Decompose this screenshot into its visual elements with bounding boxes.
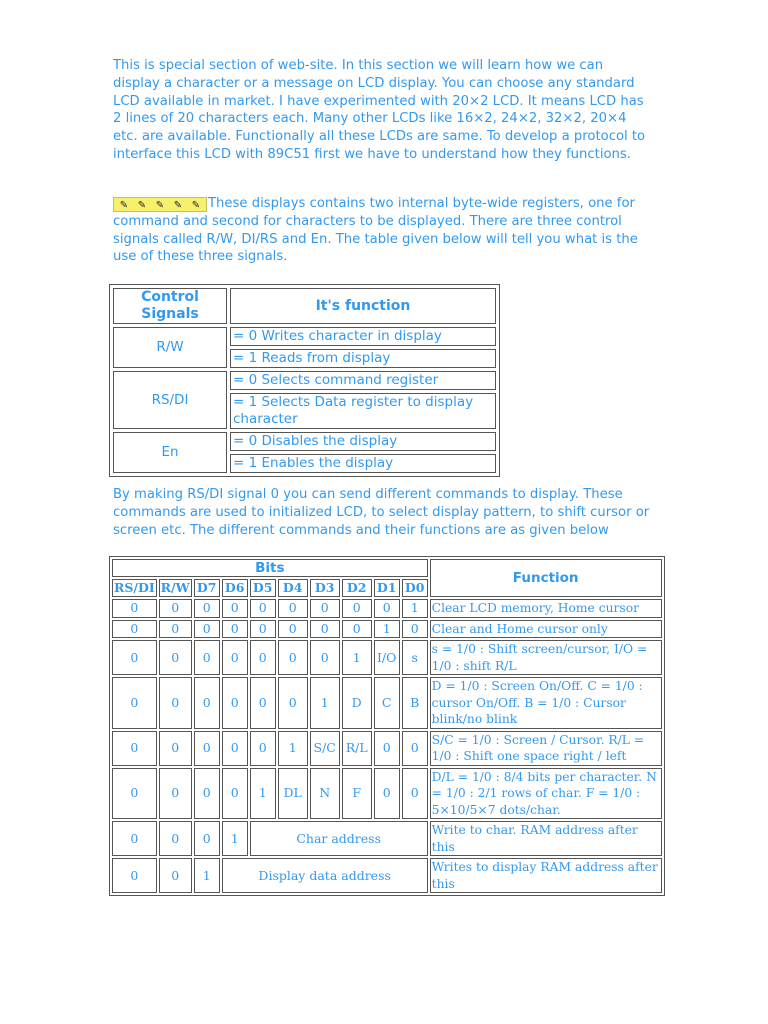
bit-cell: 0 xyxy=(112,731,157,766)
bit-cell: 0 xyxy=(159,768,192,820)
bit-cell: 0 xyxy=(278,640,308,675)
bit-cell: 0 xyxy=(194,677,220,729)
bit-cell: 0 xyxy=(222,599,248,618)
bit-cell: 0 xyxy=(250,640,276,675)
table-row xyxy=(112,768,662,820)
function-cell: Write to char. RAM address after this xyxy=(430,821,662,856)
bit-column-header: RS/DI xyxy=(114,580,155,595)
bit-cell: 1 xyxy=(222,821,248,856)
bit-column-header: D4 xyxy=(278,579,308,597)
function-header: Function xyxy=(430,559,662,597)
bit-cell: 0 xyxy=(342,599,372,618)
bit-cell: 0 xyxy=(194,640,220,675)
bit-cell: 0 xyxy=(159,858,192,893)
function-cell: D = 1/0 : Screen On/Off. C = 1/0 : cursor On/Off. B = 1/0 : Cursor blink/no blink xyxy=(430,677,662,729)
bit-cell: 0 xyxy=(310,599,340,618)
function-cell: Clear and Home cursor only xyxy=(430,620,662,639)
function-cell: Clear LCD memory, Home cursor xyxy=(430,599,662,618)
bit-cell: 0 xyxy=(159,677,192,729)
bit-cell: 0 xyxy=(402,768,428,820)
function-cell: S/C = 1/0 : Screen / Cursor. R/L = 1/0 : Shift one space right / left xyxy=(430,731,662,766)
table-row xyxy=(112,677,662,729)
bit-cell: 1 xyxy=(374,620,400,639)
bit-cell: 1 xyxy=(342,640,372,675)
signal-function: = 1 Selects Data register to display character xyxy=(230,393,496,429)
bit-cell: 0 xyxy=(222,677,248,729)
bit-cell: 1 xyxy=(194,858,220,893)
table-row xyxy=(112,821,662,856)
bit-cell: 0 xyxy=(222,640,248,675)
bit-cell: I/O xyxy=(374,640,400,675)
bit-cell: 1 xyxy=(250,768,276,820)
bit-cell: 0 xyxy=(374,731,400,766)
table-header-row xyxy=(112,559,662,577)
bit-cell: C xyxy=(374,677,400,729)
bit-cell: 0 xyxy=(159,640,192,675)
bit-cell: 0 xyxy=(159,731,192,766)
bit-cell: 0 xyxy=(278,620,308,639)
bit-cell: 0 xyxy=(222,768,248,820)
bit-cell: 0 xyxy=(222,620,248,639)
signal-name: En xyxy=(113,432,227,473)
table-row xyxy=(113,371,496,390)
bit-cell: B xyxy=(402,677,428,729)
bit-cell: 0 xyxy=(112,768,157,820)
bit-cell: D xyxy=(342,677,372,729)
intro-paragraph: This is special section of web-site. In this section we will learn how we can display a character or a message on LCD display. You can choose any standard LCD available in market. I have experimented with 20×2 LCD. It means LCD has 2 lines of 20 characters each. Many other LCDs like 16×2, 24×2, 32×2, 20×4 etc. are available. Functionally all these LCDs are same. To develop a protocol to interface this LCD with 89C51 first we have to understand how they functions. xyxy=(113,58,646,162)
bit-cell: 0 xyxy=(278,599,308,618)
bit-cell: 0 xyxy=(112,821,157,856)
bit-cell: 0 xyxy=(112,620,157,639)
bit-cell: DL xyxy=(278,768,308,820)
bit-cell: 0 xyxy=(159,821,192,856)
table-row xyxy=(113,432,496,451)
bit-cell: 0 xyxy=(112,677,157,729)
commands-paragraph: By making RS/DI signal 0 you can send different commands to display. These commands are used to initialized LCD, to select display pattern, to shift cursor or screen etc. The different commands and their functions are as given below xyxy=(113,487,650,538)
bit-cell: 0 xyxy=(374,599,400,618)
bit-cell: 0 xyxy=(112,640,157,675)
control-signals-table xyxy=(109,284,500,477)
bit-cell: 0 xyxy=(402,620,428,639)
bit-cell: N xyxy=(310,768,340,820)
bit-cell: 0 xyxy=(342,620,372,639)
table-row xyxy=(112,858,662,893)
bit-cell: 1 xyxy=(278,731,308,766)
table-row xyxy=(112,599,662,618)
bit-cell: 0 xyxy=(194,620,220,639)
bit-cell: S/C xyxy=(310,731,340,766)
function-cell: s = 1/0 : Shift screen/cursor, I/O = 1/0 : shift R/L xyxy=(430,640,662,675)
bit-column-header: D7 xyxy=(194,579,220,597)
bit-cell: 1 xyxy=(310,677,340,729)
signal-function: = 1 Enables the display xyxy=(230,454,496,473)
table-row xyxy=(112,640,662,675)
bit-cell: R/L xyxy=(342,731,372,766)
bit-column-header: D6 xyxy=(222,579,248,597)
bit-cell: 0 xyxy=(310,640,340,675)
function-header: It's function xyxy=(230,288,496,324)
signal-function: = 0 Writes character in display xyxy=(230,327,496,346)
bit-cell: 0 xyxy=(374,768,400,820)
bit-cell: 0 xyxy=(112,858,157,893)
signal-function: = 0 Disables the display xyxy=(230,432,496,451)
bit-cell: s xyxy=(402,640,428,675)
bit-cell: 0 xyxy=(194,768,220,820)
table-header-row xyxy=(113,288,496,324)
bit-cell: 0 xyxy=(278,677,308,729)
function-cell: Writes to display RAM address after this xyxy=(430,858,662,893)
address-span-cell: Char address xyxy=(250,821,428,856)
signal-function: = 0 Selects command register xyxy=(230,371,496,390)
bit-cell: 0 xyxy=(194,821,220,856)
bit-column-header: D0 xyxy=(402,579,428,597)
bit-cell: 1 xyxy=(402,599,428,618)
table-row xyxy=(112,731,662,766)
bit-cell: 0 xyxy=(159,599,192,618)
bit-cell: F xyxy=(342,768,372,820)
bit-cell: 0 xyxy=(159,620,192,639)
bit-cell: 0 xyxy=(222,731,248,766)
bit-cell: 0 xyxy=(250,677,276,729)
bit-column-header: D5 xyxy=(250,579,276,597)
bit-cell: 0 xyxy=(194,599,220,618)
address-span-cell: Display data address xyxy=(222,858,428,893)
bit-column-header: D2 xyxy=(342,579,372,597)
bit-cell: 0 xyxy=(194,731,220,766)
signal-name: R/W xyxy=(113,327,227,368)
table-row xyxy=(112,620,662,639)
bit-column-header: R/W xyxy=(160,580,190,595)
signal-name: RS/DI xyxy=(113,371,227,429)
bit-cell: 0 xyxy=(250,620,276,639)
pencil-bullet-icon: ✎ ✎ ✎ ✎ ✎ xyxy=(113,197,207,212)
bit-cell: 0 xyxy=(310,620,340,639)
function-cell: D/L = 1/0 : 8/4 bits per character. N = 1/0 : 2/1 rows of char. F = 1/0 : 5×10/5×7 dots/char. xyxy=(430,768,662,820)
bit-cell: 0 xyxy=(112,599,157,618)
bit-cell: 0 xyxy=(250,731,276,766)
bit-column-header: D1 xyxy=(374,579,400,597)
bit-column-header: D3 xyxy=(310,579,340,597)
table-row xyxy=(113,327,496,346)
registers-text: These displays contains two internal byte-wide registers, one for command and second for characters to be displayed. There are three control signals called R/W, DI/RS and En. The table given below will tell you what is the use of these three signals. xyxy=(113,196,638,265)
bit-cell: 0 xyxy=(250,599,276,618)
bits-header: Bits xyxy=(112,559,428,577)
bit-cell: 0 xyxy=(402,731,428,766)
control-signals-header: Control Signals xyxy=(113,288,227,324)
registers-paragraph xyxy=(113,195,653,266)
signal-function: = 1 Reads from display xyxy=(230,349,496,368)
lcd-commands-table xyxy=(109,556,665,896)
